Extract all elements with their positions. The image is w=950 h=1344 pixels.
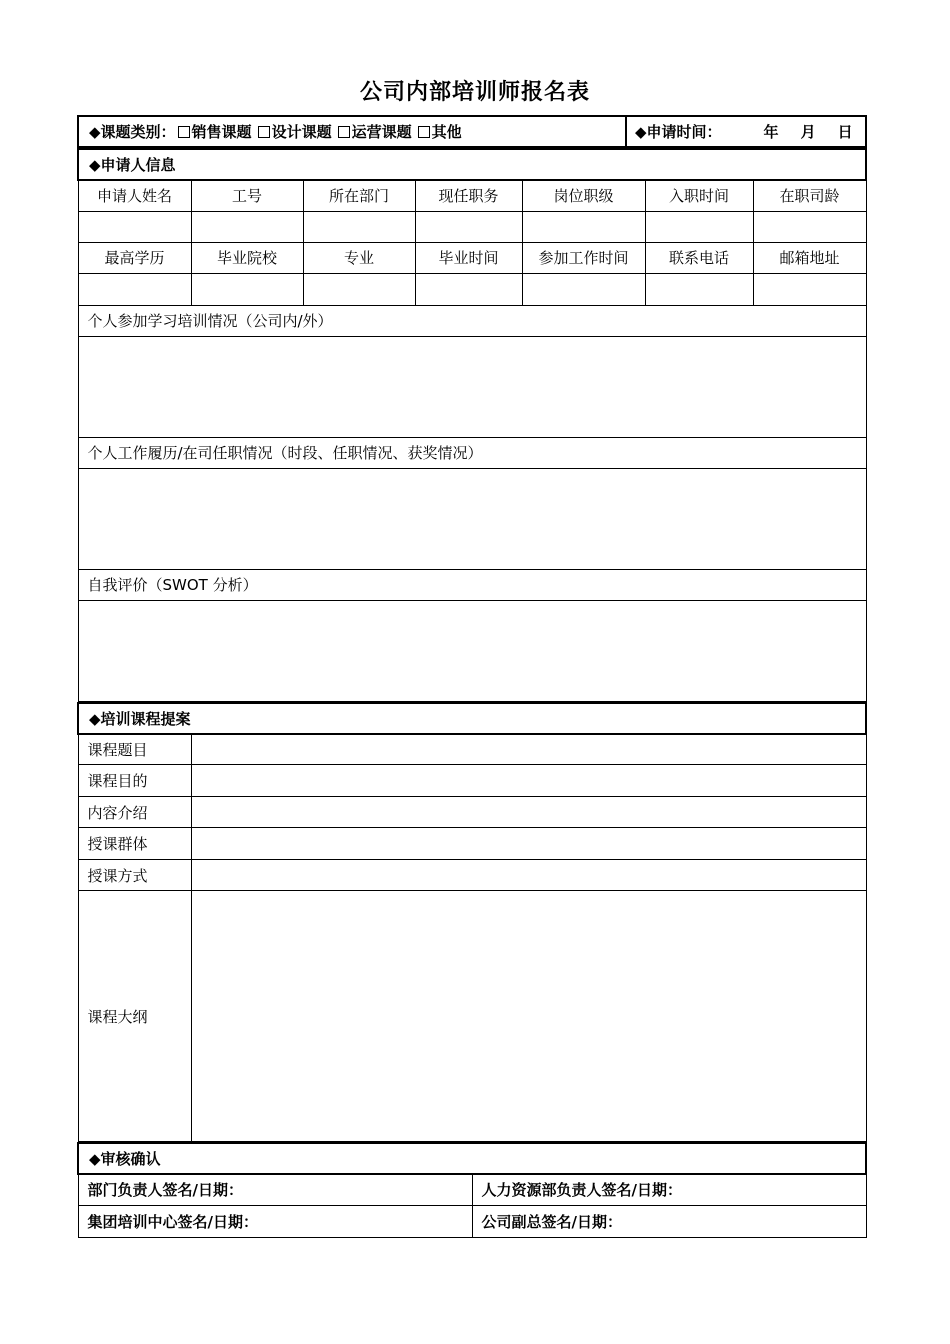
review-section-title: ◆审核确认 [78, 1143, 866, 1174]
course-category-cell [78, 116, 626, 147]
header-tenure: 在职司龄 [753, 180, 866, 211]
swot-label: 自我评价（SWOT 分析） [78, 569, 866, 600]
header-graduation-date: 毕业时间 [415, 242, 522, 273]
teaching-method-field[interactable] [191, 860, 866, 891]
header-hire-date: 入职时间 [645, 180, 753, 211]
input-department[interactable] [303, 211, 415, 242]
input-phone[interactable] [645, 273, 753, 305]
header-phone: 联系电话 [645, 242, 753, 273]
day-label: 日 [837, 123, 853, 141]
header-employee-id: 工号 [191, 180, 303, 211]
course-category-label: ◆课题类别： [89, 123, 176, 141]
course-title-field[interactable] [191, 734, 866, 765]
input-graduation-date[interactable] [415, 273, 522, 305]
form-title: 公司内部培训师报名表 [359, 80, 590, 105]
apply-time-cell[interactable] [626, 116, 866, 147]
header-email: 邮箱地址 [753, 242, 866, 273]
course-objective-label: 课程目的 [78, 765, 191, 797]
checkbox-design[interactable] [258, 126, 270, 138]
vice-president-signature[interactable]: 公司副总签名/日期： [472, 1205, 866, 1237]
training-history-label: 个人参加学习培训情况（公司内/外） [78, 305, 866, 336]
input-email[interactable] [753, 273, 866, 305]
header-job-level: 岗位职级 [522, 180, 645, 211]
course-table [77, 702, 867, 1143]
registration-form [77, 115, 865, 1238]
header-major: 专业 [303, 242, 415, 273]
work-resume-field[interactable] [78, 468, 866, 569]
header-work-start-date: 参加工作时间 [522, 242, 645, 273]
checkbox-other[interactable] [418, 126, 430, 138]
input-employee-id[interactable] [191, 211, 303, 242]
input-job-level[interactable] [522, 211, 645, 242]
course-section-title: ◆培训课程提案 [78, 703, 866, 734]
swot-field[interactable] [78, 600, 866, 701]
course-outline-label: 课程大纲 [78, 891, 191, 1142]
header-current-position: 现任职务 [415, 180, 522, 211]
checkbox-sales[interactable] [178, 126, 190, 138]
category-sales-label: 销售课题 [191, 123, 252, 141]
input-work-start-date[interactable] [522, 273, 645, 305]
header-education: 最高学历 [78, 242, 191, 273]
header-table [77, 115, 867, 148]
year-label: 年 [763, 123, 779, 141]
target-audience-field[interactable] [191, 828, 866, 860]
month-label: 月 [800, 123, 816, 141]
hr-head-signature[interactable]: 人力资源部负责人签名/日期： [472, 1174, 866, 1205]
work-resume-label: 个人工作履历/在司任职情况（时段、任职情况、获奖情况） [78, 437, 866, 468]
dept-head-signature[interactable]: 部门负责人签名/日期： [78, 1174, 472, 1205]
input-tenure[interactable] [753, 211, 866, 242]
training-history-field[interactable] [78, 336, 866, 437]
apply-time-label: ◆申请时间： [635, 123, 722, 141]
course-objective-field[interactable] [191, 765, 866, 797]
input-name[interactable] [78, 211, 191, 242]
content-intro-field[interactable] [191, 797, 866, 828]
teaching-method-label: 授课方式 [78, 860, 191, 891]
course-title-label: 课程题目 [78, 734, 191, 765]
input-education[interactable] [78, 273, 191, 305]
input-major[interactable] [303, 273, 415, 305]
review-table [77, 1142, 867, 1238]
header-name: 申请人姓名 [78, 180, 191, 211]
category-design-label: 设计课题 [271, 123, 332, 141]
checkbox-operations[interactable] [338, 126, 350, 138]
target-audience-label: 授课群体 [78, 828, 191, 860]
category-operations-label: 运营课题 [351, 123, 412, 141]
input-school[interactable] [191, 273, 303, 305]
training-center-signature[interactable]: 集团培训中心签名/日期： [78, 1205, 472, 1237]
applicant-section-title: ◆申请人信息 [78, 149, 866, 180]
input-hire-date[interactable] [645, 211, 753, 242]
header-department: 所在部门 [303, 180, 415, 211]
course-outline-field[interactable] [191, 891, 866, 1142]
input-current-position[interactable] [415, 211, 522, 242]
applicant-table [77, 148, 867, 702]
content-intro-label: 内容介绍 [78, 797, 191, 828]
header-school: 毕业院校 [191, 242, 303, 273]
category-other-label: 其他 [431, 123, 462, 141]
